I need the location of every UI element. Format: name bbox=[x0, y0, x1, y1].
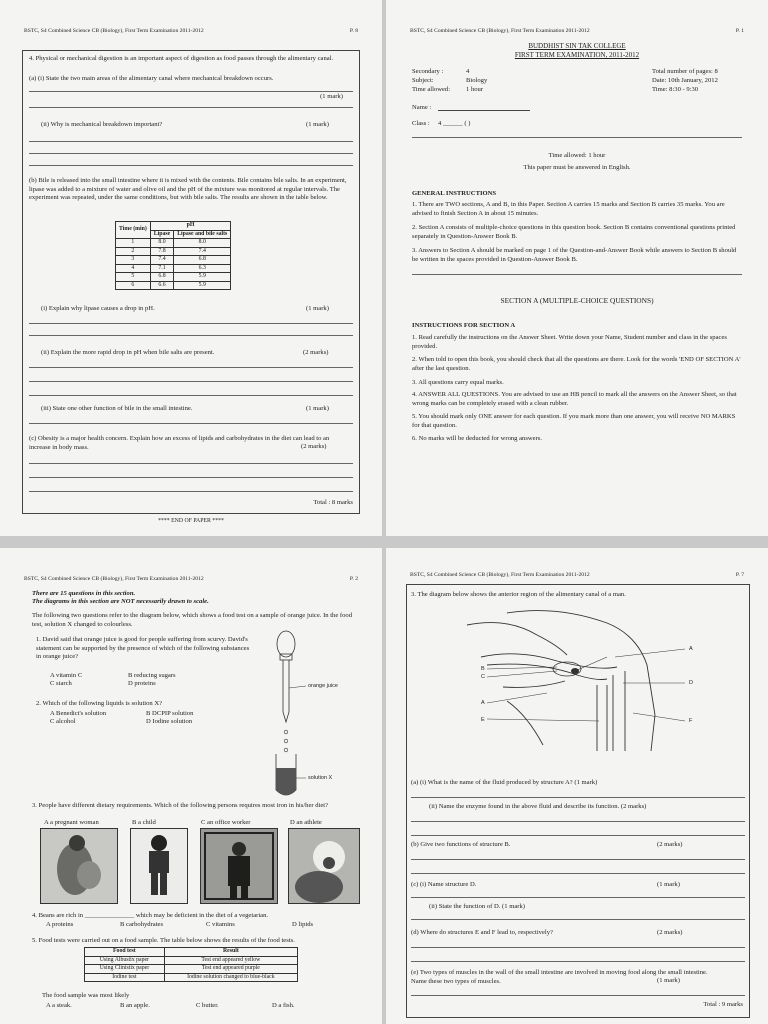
answer-line bbox=[411, 995, 745, 996]
general-instruction-3: 3. Answers to Section A should be marked on page 1 of the Question-and-Answer Book while answers to Section B should be written in the spaces provided in Question-Answer Book B. bbox=[412, 247, 737, 263]
q4-option-d: D lipids bbox=[292, 921, 314, 928]
answer-line bbox=[29, 381, 353, 382]
page-number: P. 8 bbox=[349, 28, 358, 34]
subject-value: Biology bbox=[466, 77, 488, 84]
q4a-ii: (ii) Why is mechanical breakdown important? bbox=[41, 121, 163, 128]
answer-line bbox=[29, 335, 353, 336]
question-4: 4. Beans are rich in _______________ which may be deficient in the diet of a vegetarian. bbox=[32, 912, 269, 919]
qa-i: (a) (i) What is the name of the fluid produced by structure A? (1 mark) bbox=[411, 779, 598, 786]
table-header-food-test: Food test bbox=[85, 948, 165, 957]
table-header-result: Result bbox=[164, 948, 297, 957]
q5-option-a: A a steak. bbox=[46, 1002, 72, 1009]
total-marks: Total : 9 marks bbox=[703, 1001, 743, 1008]
answer-line bbox=[411, 821, 745, 822]
q4a-ii-marks: (1 mark) bbox=[306, 121, 329, 128]
answer-line bbox=[29, 323, 353, 324]
general-instructions-title: GENERAL INSTRUCTIONS bbox=[412, 190, 497, 197]
question-3-frame bbox=[406, 584, 750, 1018]
q4b-iii-marks: (1 mark) bbox=[306, 405, 329, 412]
table-row: 6 6.6 5.9 bbox=[116, 281, 231, 290]
exam-page-2 bbox=[0, 548, 382, 1024]
general-instruction-2: 2. Section A consists of multiple-choice questions in this question book. Section B contains conventional questions printed separately in Question-Answer Book B. bbox=[412, 224, 736, 240]
answer-line bbox=[411, 873, 745, 874]
table-row: Iodine test Iodine solution changed to blue-black bbox=[85, 973, 298, 982]
q2-option-a: A Benedict's solution bbox=[50, 710, 107, 717]
q3-option-b: B a child bbox=[132, 819, 156, 826]
page-number: P. 7 bbox=[735, 572, 744, 578]
q3-option-c: C an office worker bbox=[201, 819, 251, 826]
section-a-title: SECTION A (MULTIPLE-CHOICE QUESTIONS) bbox=[500, 296, 654, 305]
section-a-instructions-title: INSTRUCTIONS FOR SECTION A bbox=[412, 322, 516, 329]
answer-line bbox=[29, 107, 353, 108]
time-allowed-value: 1 hour bbox=[466, 86, 484, 93]
table-row: 5 6.8 5.9 bbox=[116, 273, 231, 282]
answer-line bbox=[29, 165, 353, 166]
answer-line bbox=[29, 141, 353, 142]
answer-line bbox=[411, 961, 745, 962]
pregnant-woman-photo bbox=[40, 828, 118, 904]
q4b-iii: (iii) State one other function of bile in the small intestine. bbox=[41, 405, 193, 412]
q5-option-b: B an apple. bbox=[120, 1002, 150, 1009]
qa-ii: (ii) Name the enzyme found in the above fluid and describe its function. (2 marks) bbox=[429, 803, 647, 810]
q4-option-a: A proteins bbox=[46, 921, 74, 928]
exam-title: FIRST TERM EXAMINATION, 2011-2012 bbox=[514, 51, 640, 59]
qb-marks: (2 marks) bbox=[657, 841, 683, 848]
table-row: 3 7.4 6.8 bbox=[116, 256, 231, 265]
q4a-i: (a) (i) State the two main areas of the alimentary canal where mechanical breakdown occurs. bbox=[29, 75, 274, 82]
name-label: Name : bbox=[412, 104, 432, 111]
qd: (d) Where do structures E and F lead to, respectively? bbox=[411, 929, 553, 936]
section-a-instruction-3: 3. All questions carry equal marks. bbox=[412, 379, 504, 386]
food-test-diagram bbox=[262, 628, 332, 798]
exam-date: Date: 10th January, 2012 bbox=[652, 77, 718, 84]
diagram-label-a-bottom: A bbox=[481, 700, 485, 706]
child-photo bbox=[130, 828, 188, 904]
answer-line bbox=[411, 835, 745, 836]
office-worker-photo bbox=[200, 828, 278, 904]
q3-option-d: D an athlete bbox=[290, 819, 322, 826]
general-instruction-1: 1. There are TWO sections, A and B, in this Paper. Section A carries 15 marks and Section B carries 35 marks. You are advised to finish Section A in about 15 minutes. bbox=[412, 201, 725, 217]
section-a-instruction-6: 6. No marks will be deducted for wrong answers. bbox=[412, 435, 543, 442]
q4-intro: 4. Physical or mechanical digestion is an important aspect of digestion as food passes through the alimentary canal. bbox=[29, 55, 334, 62]
q5-option-d: D a fish. bbox=[272, 1002, 295, 1009]
q4b-ii-marks: (2 marks) bbox=[303, 349, 329, 356]
food-test-table bbox=[84, 947, 298, 982]
page-header-text: BSTC, S4 Combined Science CB (Biology), First Term Examination 2011-2012 bbox=[410, 28, 590, 34]
diagram-label-a-top: A bbox=[689, 646, 693, 652]
table-header-lipase: Lipase bbox=[150, 230, 173, 239]
page-number: P. 2 bbox=[349, 576, 358, 582]
question-2: 2. Which of the following liquids is solution X? bbox=[36, 700, 163, 707]
q3-intro: 3. The diagram below shows the anterior region of the alimentary canal of a man. bbox=[411, 591, 626, 598]
answer-line bbox=[411, 947, 745, 948]
table-header-ph: pH bbox=[150, 222, 231, 231]
answer-line bbox=[29, 367, 353, 368]
section-note-2: The diagrams in this section are NOT necessarily drawn to scale. bbox=[32, 598, 209, 605]
q1-option-c: C starch bbox=[50, 680, 72, 687]
table-row: Using Clinistix paper Test end appeared purple bbox=[85, 965, 298, 974]
q5-option-c: C butter. bbox=[196, 1002, 219, 1009]
qc-i: (c) (i) Name structure D. bbox=[411, 881, 477, 888]
page-number: P. 1 bbox=[735, 28, 744, 34]
qc-i-marks: (1 mark) bbox=[657, 881, 680, 888]
q4-option-c: C vitamins bbox=[206, 921, 235, 928]
qe-marks: (1 mark) bbox=[657, 977, 680, 984]
section-note-1: There are 15 questions in this section. bbox=[32, 590, 136, 597]
answer-line bbox=[29, 395, 353, 396]
exam-page-8 bbox=[0, 0, 382, 536]
q5-stem: The food sample was most likely bbox=[42, 992, 130, 999]
alimentary-canal-diagram bbox=[447, 605, 727, 755]
diagram-label-f: F bbox=[689, 718, 693, 724]
divider bbox=[412, 137, 742, 138]
page-header-text: BSTC, S4 Combined Science CB (Biology), First Term Examination 2011-2012 bbox=[410, 572, 590, 578]
question-4-frame bbox=[22, 50, 360, 514]
answer-line bbox=[411, 919, 745, 920]
exam-page-1 bbox=[386, 0, 768, 536]
section-a-instruction-4: 4. ANSWER ALL QUESTIONS. You are advised to use an HB pencil to mark all the answers on the Answer Sheet, so that wrong marks can be completely erased with a clean rubber. bbox=[412, 391, 737, 407]
q1-option-d: D proteins bbox=[128, 680, 156, 687]
qe: (e) Two types of muscles in the wall of the small intestine are involved in moving food along the small intestine. Name these two types of muscles. bbox=[411, 969, 708, 985]
q4b-i: (i) Explain why lipase causes a drop in pH. bbox=[41, 305, 155, 312]
table-header-time: Time (min) bbox=[116, 222, 151, 239]
solution-x-label: solution X bbox=[308, 775, 333, 781]
secondary-label: Secondary : bbox=[412, 68, 444, 75]
time-allowed-label: Time allowed: bbox=[412, 86, 451, 93]
table-row: 4 7.1 6.3 bbox=[116, 264, 231, 273]
q4c-text: (c) Obesity is a major health concern. Explain how an excess of lipids and carbohydrates in the diet can lead to an increase in body mass. bbox=[29, 435, 330, 451]
food-test-intro: The following two questions refer to the diagram below, which shows a food test on a sample of orange juice. In the food test, solution X changed to colourless. bbox=[32, 612, 353, 628]
time-allowed-center: Time allowed: 1 hour bbox=[548, 152, 606, 159]
diagram-label-c: C bbox=[481, 674, 485, 680]
secondary-value: 4 bbox=[466, 68, 470, 75]
qc-ii: (ii) State the function of D. (1 mark) bbox=[429, 903, 525, 910]
answer-line bbox=[411, 797, 745, 798]
qb: (b) Give two functions of structure B. bbox=[411, 841, 511, 848]
q2-option-d: D Iodine solution bbox=[146, 718, 193, 725]
answer-line bbox=[411, 897, 745, 898]
question-1: 1. David said that orange juice is good for people suffering from scurvy. David's statement can be supported by the presence of which of the following substances in orange juice? bbox=[36, 636, 250, 661]
q4b-ii: (ii) Explain the more rapid drop in pH when bile salts are present. bbox=[41, 349, 215, 356]
diagram-label-b: B bbox=[481, 666, 485, 672]
page-header-text: BSTC, S4 Combined Science CB (Biology), First Term Examination 2011-2012 bbox=[24, 28, 204, 34]
table-row: 1 8.0 8.0 bbox=[116, 239, 231, 248]
section-a-instruction-2: 2. When told to open this book, you should check that all the questions are there. Look for the words 'END OF SECTION A' after the last question. bbox=[412, 356, 741, 372]
total-pages: Total number of pages: 8 bbox=[652, 68, 718, 75]
exam-time: Time: 8:30 - 9:30 bbox=[652, 86, 699, 93]
q3-option-a: A a pregnant woman bbox=[44, 819, 99, 826]
q2-option-b: B DCPIP solution bbox=[146, 710, 194, 717]
class-value: 4 ______ ( ) bbox=[438, 120, 471, 127]
answer-line bbox=[29, 463, 353, 464]
q1-option-a: A vitamin C bbox=[50, 672, 83, 679]
q4-option-b: B carbohydrates bbox=[120, 921, 164, 928]
q4c-marks: (2 marks) bbox=[301, 443, 327, 450]
answer-line bbox=[411, 859, 745, 860]
language-note: This paper must be answered in English. bbox=[523, 164, 631, 171]
class-label: Class : bbox=[412, 120, 430, 127]
answer-line bbox=[29, 423, 353, 424]
orange-juice-label: orange juice bbox=[308, 683, 338, 689]
question-3: 3. People have different dietary requirements. Which of the following persons requires most iron in his/her diet? bbox=[32, 802, 329, 809]
table-header-bile: Lipase and bile salts bbox=[174, 230, 231, 239]
table-row: 2 7.8 7.4 bbox=[116, 247, 231, 256]
q4b-text: (b) Bile is released into the small intestine where it is mixed with the contents. Bile contains bile salts. In an experiment, lipase was added to a mixture of water and olive oil and the pH of the mixture was monitored at regular intervals. The experiment was repeated, under the same conditions, but with bile salts. The results are shown in the table below. bbox=[29, 177, 347, 202]
q2-option-c: C alcohol bbox=[50, 718, 76, 725]
total-marks: Total : 8 marks bbox=[313, 499, 353, 506]
results-table bbox=[115, 221, 231, 290]
name-field-line bbox=[438, 110, 530, 111]
q4b-i-marks: (1 mark) bbox=[306, 305, 329, 312]
diagram-label-e: E bbox=[481, 717, 485, 723]
divider bbox=[412, 274, 742, 275]
school-name: BUDDHIST SIN TAK COLLEGE bbox=[528, 42, 626, 50]
qd-marks: (2 marks) bbox=[657, 929, 683, 936]
table-row: Using Albustix paper Test end appeared yellow bbox=[85, 956, 298, 965]
end-of-paper: **** END OF PAPER **** bbox=[158, 518, 224, 524]
section-a-instruction-1: 1. Read carefully the instructions on the Answer Sheet. Write down your Name, Student number and class in the spaces provided. bbox=[412, 334, 727, 350]
answer-line bbox=[29, 491, 353, 492]
q4a-i-marks: (1 mark) bbox=[320, 93, 343, 100]
answer-line bbox=[29, 477, 353, 478]
answer-line bbox=[29, 153, 353, 154]
answer-line bbox=[29, 91, 353, 92]
question-5: 5. Food tests were carried out on a food sample. The table below shows the results of the food tests. bbox=[32, 937, 295, 944]
subject-label: Subject: bbox=[412, 77, 434, 84]
athlete-photo bbox=[288, 828, 360, 904]
q1-option-b: B reducing sugars bbox=[128, 672, 176, 679]
section-a-instruction-5: 5. You should mark only ONE answer for each question. If you mark more than one answer, you will receive NO MARKS for that question. bbox=[412, 413, 736, 429]
page-header-text: BSTC, S4 Combined Science CB (Biology), First Term Examination 2011-2012 bbox=[24, 576, 204, 582]
exam-page-7 bbox=[386, 548, 768, 1024]
diagram-label-d: D bbox=[689, 680, 693, 686]
